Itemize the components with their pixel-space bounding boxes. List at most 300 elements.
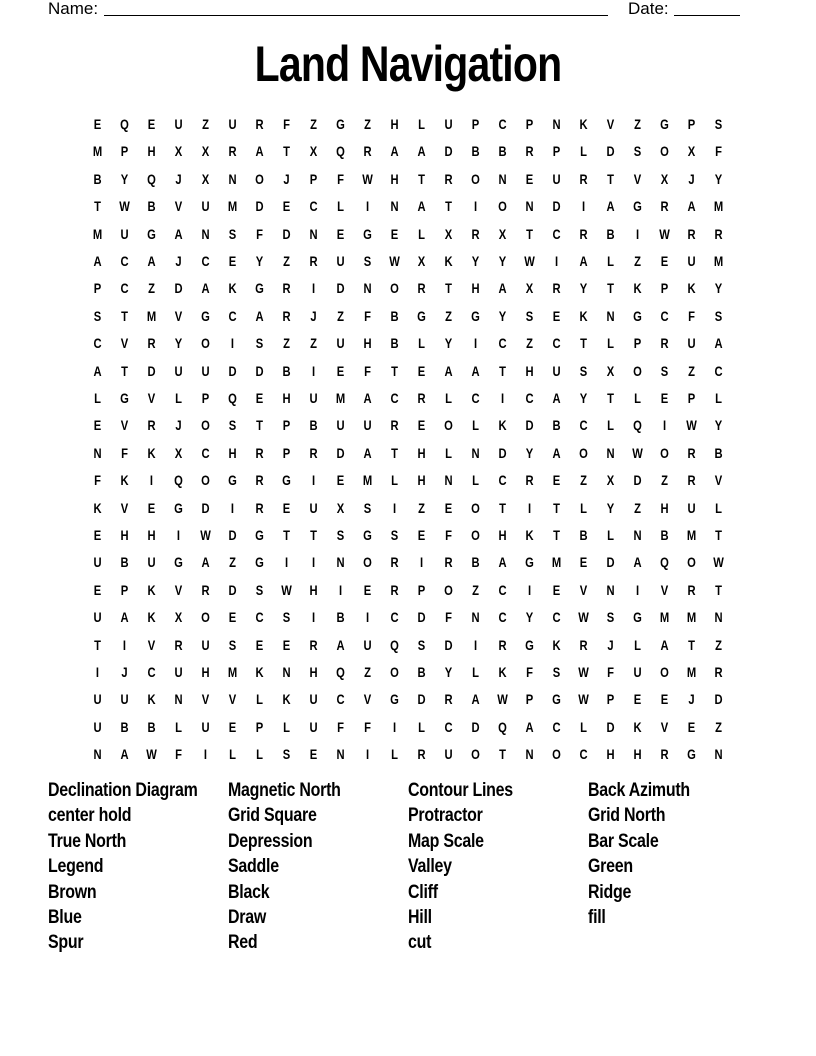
grid-letter: A [471,362,480,379]
grid-letter: X [309,143,318,160]
grid-letter: R [579,170,588,187]
grid-letter: E [228,609,237,626]
grid-row [84,388,732,415]
grid-letter: R [390,417,399,434]
grid-letter: B [579,527,588,543]
grid-letter: T [607,170,614,187]
grid-row [84,114,732,141]
grid-letter: M [686,527,697,543]
grid-letter: C [660,307,669,324]
grid-letter: Z [364,664,371,680]
grid-letter: I [95,664,100,680]
grid-letter: G [174,554,183,571]
grid-letter: M [362,472,373,489]
grid-letter: C [390,390,399,406]
grid-letter: G [417,307,426,324]
grid-letter: W [578,691,589,708]
grid-letter: U [174,664,183,680]
grid-letter: S [93,307,102,324]
grid-letter: F [526,664,533,680]
grid-letter: O [444,581,453,598]
grid-letter: V [228,691,237,708]
grid-row [84,141,732,168]
grid-letter: T [553,499,560,516]
grid-letter: X [174,143,183,160]
grid-letter: I [554,253,559,269]
word-list-item: Valley [408,856,452,878]
grid-letter: W [497,691,508,708]
grid-letter: S [363,253,372,269]
grid-letter: L [256,746,263,763]
grid-letter: Q [174,472,183,489]
grid-letter: M [335,390,346,406]
grid-letter: S [714,116,723,132]
grid-letter: F [364,307,371,324]
grid-letter: R [444,554,453,571]
grid-letter: Z [472,581,479,598]
grid-letter: H [228,444,237,461]
grid-letter: T [715,527,722,543]
grid-letter: U [336,253,345,269]
grid-letter: L [418,225,425,242]
grid-letter: Q [660,554,669,571]
grid-letter: D [228,362,237,379]
grid-letter: O [471,527,480,543]
grid-letter: E [390,225,399,242]
grid-letter: N [606,444,615,461]
grid-letter: T [94,198,101,215]
grid-letter: T [580,335,587,352]
grid-letter: E [282,198,291,215]
grid-letter: A [660,636,669,653]
grid-letter: B [390,335,399,352]
grid-letter: R [444,691,453,708]
grid-letter: B [471,554,480,571]
grid-letter: I [635,225,640,242]
grid-letter: A [336,636,345,653]
grid-letter: E [93,581,102,598]
grid-letter: W [524,253,535,269]
grid-letter: U [93,609,102,626]
grid-letter: T [283,527,290,543]
grid-letter: X [174,609,183,626]
grid-letter: W [686,417,697,434]
grid-letter: L [445,390,452,406]
grid-letter: F [364,718,371,735]
grid-letter: A [417,198,426,215]
grid-letter: U [174,116,183,132]
grid-letter: M [713,253,724,269]
grid-letter: D [417,691,426,708]
grid-letter: N [336,554,345,571]
grid-letter: U [336,335,345,352]
grid-letter: C [309,198,318,215]
grid-letter: Y [471,253,480,269]
grid-letter: Y [714,417,723,434]
grid-letter: U [201,718,210,735]
grid-letter: E [363,581,372,598]
grid-letter: N [174,691,183,708]
grid-letter: G [525,636,534,653]
grid-letter: R [687,472,696,489]
grid-letter: Y [444,664,453,680]
grid-row [84,443,732,470]
grid-letter: K [444,253,453,269]
grid-letter: L [283,718,290,735]
grid-letter: G [228,472,237,489]
grid-letter: I [338,581,343,598]
grid-letter: U [444,746,453,763]
grid-letter: G [687,746,696,763]
grid-letter: C [471,390,480,406]
grid-letter: R [147,335,156,352]
name-line[interactable] [104,15,608,16]
grid-row [84,278,732,305]
grid-letter: V [174,307,183,324]
grid-letter: J [310,307,317,324]
word-list-item: Saddle [228,856,279,878]
grid-letter: G [552,691,561,708]
grid-letter: O [498,198,507,215]
grid-letter: N [390,198,399,215]
word-list-item: cut [408,932,432,954]
grid-letter: U [309,390,318,406]
grid-letter: R [228,143,237,160]
grid-letter: L [580,718,587,735]
grid-letter: N [525,198,534,215]
grid-letter: T [607,280,614,297]
grid-letter: S [714,307,723,324]
grid-letter: W [578,609,589,626]
grid-letter: Y [714,280,723,297]
grid-letter: D [417,609,426,626]
grid-row [84,662,732,689]
grid-letter: B [309,417,318,434]
grid-letter: G [363,225,372,242]
grid-letter: P [282,417,291,434]
grid-letter: I [176,527,181,543]
word-list-item: Grid North [588,805,666,827]
grid-letter: A [93,362,102,379]
grid-letter: U [552,170,561,187]
grid-letter: C [498,609,507,626]
grid-letter: I [311,472,316,489]
grid-letter: A [120,609,129,626]
grid-letter: K [147,691,156,708]
grid-letter: U [201,362,210,379]
grid-letter: E [93,116,102,132]
grid-letter: N [93,746,102,763]
grid-letter: B [336,609,345,626]
grid-letter: O [579,444,588,461]
grid-letter: P [660,280,669,297]
grid-letter: V [363,691,372,708]
grid-letter: R [417,390,426,406]
grid-letter: H [471,280,480,297]
grid-letter: P [633,335,642,352]
grid-letter: T [94,636,101,653]
grid-letter: U [120,225,129,242]
grid-letter: P [309,170,318,187]
grid-letter: T [499,746,506,763]
grid-letter: C [498,335,507,352]
grid-letter: U [336,417,345,434]
grid-letter: M [146,307,157,324]
grid-letter: L [715,499,722,516]
grid-letter: Y [525,609,534,626]
grid-letter: C [228,307,237,324]
grid-letter: A [498,554,507,571]
grid-letter: L [472,664,479,680]
grid-letter: D [444,636,453,653]
grid-letter: U [309,718,318,735]
grid-letter: O [660,444,669,461]
grid-letter: R [255,499,264,516]
grid-letter: D [255,198,264,215]
grid-letter: Z [310,116,317,132]
grid-letter: D [228,527,237,543]
grid-letter: W [713,554,724,571]
grid-letter: J [175,417,182,434]
grid-letter: R [390,581,399,598]
grid-letter: H [498,527,507,543]
grid-letter: C [120,253,129,269]
grid-letter: L [175,718,182,735]
grid-letter: R [525,143,534,160]
word-list-item: Depression [228,830,313,852]
grid-letter: Y [579,390,588,406]
grid-letter: V [201,691,210,708]
grid-letter: N [714,609,723,626]
grid-letter: L [337,198,344,215]
grid-letter: R [660,198,669,215]
grid-letter: C [714,362,723,379]
grid-letter: U [363,417,372,434]
date-line[interactable] [674,15,740,16]
grid-letter: E [633,691,642,708]
grid-letter: E [552,581,561,598]
grid-letter: V [579,581,588,598]
grid-letter: N [309,225,318,242]
grid-letter: W [281,581,292,598]
grid-letter: A [120,746,129,763]
grid-letter: Q [228,390,237,406]
grid-letter: A [255,143,264,160]
grid-letter: K [579,307,588,324]
grid-letter: D [606,718,615,735]
grid-letter: M [713,198,724,215]
grid-letter: I [527,499,532,516]
grid-letter: J [688,170,695,187]
grid-letter: D [633,472,642,489]
grid-letter: G [336,116,345,132]
grid-letter: X [417,253,426,269]
grid-row [84,196,732,223]
grid-letter: D [282,225,291,242]
word-list-item: Declination Diagram [48,780,198,801]
grid-letter: T [310,527,317,543]
grid-letter: K [147,609,156,626]
grid-letter: U [444,116,453,132]
grid-letter: B [120,718,129,735]
grid-letter: F [175,746,182,763]
grid-letter: E [336,362,345,379]
grid-letter: D [498,444,507,461]
grid-letter: W [389,253,400,269]
grid-letter: F [445,527,452,543]
grid-letter: E [417,362,426,379]
grid-letter: P [525,116,534,132]
grid-letter: R [309,253,318,269]
grid-row [84,224,732,251]
grid-letter: E [282,499,291,516]
grid-letter: Z [148,280,155,297]
grid-letter: M [686,609,697,626]
word-list-item: Cliff [408,881,438,903]
grid-letter: O [201,472,210,489]
grid-letter: G [660,116,669,132]
grid-letter: N [552,116,561,132]
grid-letter: V [174,581,183,598]
grid-letter: K [633,718,642,735]
grid-letter: B [552,417,561,434]
grid-letter: R [309,636,318,653]
grid-letter: I [473,335,478,352]
grid-letter: X [201,170,210,187]
grid-letter: P [471,116,480,132]
grid-letter: A [471,691,480,708]
grid-letter: I [473,636,478,653]
grid-letter: U [687,499,696,516]
grid-letter: K [552,636,561,653]
grid-letter: C [93,335,102,352]
grid-letter: H [417,472,426,489]
grid-letter: N [444,472,453,489]
grid-letter: B [282,362,291,379]
grid-letter: R [660,335,669,352]
grid-letter: F [337,170,344,187]
grid-letter: E [660,390,669,406]
grid-letter: S [525,307,534,324]
word-list-item: Black [228,881,270,903]
grid-letter: S [228,225,237,242]
grid-letter: O [201,609,210,626]
grid-letter: K [93,499,102,516]
grid-letter: P [687,116,696,132]
grid-letter: L [418,718,425,735]
grid-letter: O [660,664,669,680]
grid-letter: Q [390,636,399,653]
grid-letter: C [498,116,507,132]
page-title: Land Navigation [254,36,562,92]
grid-letter: Z [580,472,587,489]
word-list-item: Hill [408,907,432,928]
word-list-item: Spur [48,932,84,954]
grid-letter: E [282,636,291,653]
grid-letter: H [633,746,642,763]
grid-letter: W [362,170,373,187]
grid-letter: R [687,225,696,242]
grid-letter: Z [634,253,641,269]
grid-letter: V [714,472,723,489]
word-list-item: Contour Lines [408,780,513,801]
grid-letter: C [498,581,507,598]
grid-letter: Z [202,116,209,132]
grid-letter: L [472,417,479,434]
grid-letter: Q [633,417,642,434]
grid-letter: Y [174,335,183,352]
grid-letter: U [309,691,318,708]
grid-letter: E [147,116,156,132]
grid-letter: V [120,499,129,516]
grid-letter: V [120,335,129,352]
grid-letter: F [94,472,101,489]
grid-row [84,607,732,634]
grid-letter: Z [337,307,344,324]
grid-letter: K [579,116,588,132]
grid-letter: B [606,225,615,242]
grid-letter: L [580,499,587,516]
grid-letter: R [687,444,696,461]
grid-letter: T [715,581,722,598]
word-list-item: True North [48,830,127,852]
grid-letter: V [120,417,129,434]
grid-letter: G [255,554,264,571]
grid-letter: X [660,170,669,187]
grid-letter: Z [283,335,290,352]
grid-letter: H [606,746,615,763]
grid-letter: A [579,253,588,269]
grid-letter: A [714,335,723,352]
grid-letter: U [228,116,237,132]
grid-letter: A [687,198,696,215]
grid-letter: S [579,362,588,379]
grid-letter: I [473,198,478,215]
grid-letter: H [147,527,156,543]
grid-letter: R [444,170,453,187]
grid-letter: W [146,746,157,763]
grid-letter: L [607,527,614,543]
grid-letter: G [255,280,264,297]
grid-letter: O [687,554,696,571]
grid-letter: E [255,390,264,406]
grid-letter: T [526,225,533,242]
grid-letter: U [93,554,102,571]
grid-letter: N [282,664,291,680]
grid-letter: A [444,362,453,379]
grid-letter: D [714,691,723,708]
grid-letter: O [255,170,264,187]
grid-letter: O [552,746,561,763]
grid-letter: I [203,746,208,763]
grid-letter: I [311,609,316,626]
grid-letter: V [606,116,615,132]
grid-letter: Z [634,116,641,132]
grid-letter: E [228,718,237,735]
grid-letter: A [417,143,426,160]
grid-letter: U [687,253,696,269]
grid-letter: R [363,143,372,160]
grid-letter: G [201,307,210,324]
grid-letter: Z [688,362,695,379]
grid-letter: R [552,280,561,297]
grid-letter: W [632,444,643,461]
grid-letter: U [201,198,210,215]
grid-letter: O [471,499,480,516]
grid-letter: B [93,170,102,187]
grid-letter: V [147,636,156,653]
grid-letter: O [201,335,210,352]
